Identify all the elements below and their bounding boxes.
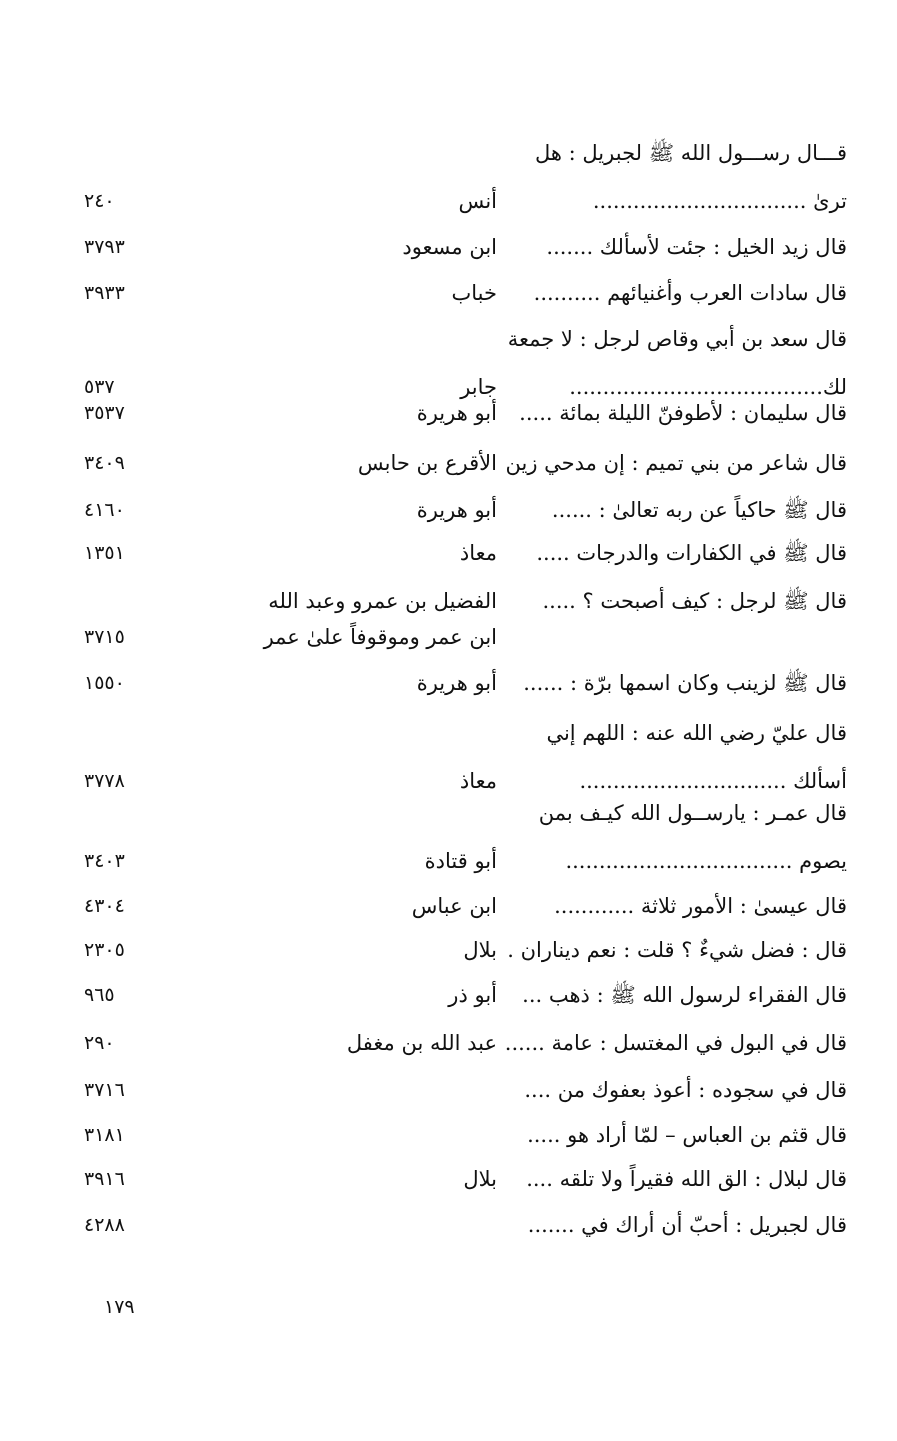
entry-narrator-line: أبو هريرة: [416, 671, 497, 695]
entry-narrator-line: بلال: [463, 938, 497, 962]
entry-text-line: قال في سجوده : أعوذ بعفوك من ....: [524, 1078, 847, 1102]
entry-narrator-line: أبو هريرة: [416, 401, 497, 425]
entry-narrator-line: الأقرع بن حابس: [357, 451, 497, 475]
entry-narrator-line: معاذ: [459, 541, 497, 565]
entry-text-line: ترىٰ ................................: [592, 189, 847, 213]
entry-text-line: قال عيسىٰ : الأمور ثلاثة ............: [554, 894, 847, 918]
entry-narrator-line: أبو هريرة: [416, 498, 497, 522]
entry-narrator: [197, 188, 497, 236]
entry-text: [504, 1030, 847, 1078]
entry-narrator-line: أبو قتادة: [424, 849, 497, 873]
entry-text-line: قال سعد بن أبي وقاص لرجل : لا جمعة: [507, 327, 847, 351]
entry-number: ٣٧٧٨: [84, 770, 125, 792]
entry-number: ٣٩٣٣: [84, 282, 125, 304]
entry-number: ٣٧١٥: [84, 626, 125, 648]
entry-narrator: [197, 937, 497, 985]
entry-text: [517, 400, 847, 448]
entry-number: ٥٣٧: [84, 376, 115, 398]
entry-narrator-line: أبو ذر: [448, 983, 497, 1007]
entry-number: ٣١٨١: [84, 1124, 125, 1146]
entry-text: [517, 1212, 847, 1260]
entry-narrator-line: ابن عباس: [411, 894, 497, 918]
entry-number: ١٣٥١: [84, 542, 125, 564]
entry-text: [505, 450, 847, 498]
entry-narrator-line: بلال: [463, 1167, 497, 1191]
entry-narrator: [197, 1166, 497, 1214]
entry-text-line: قال ﷺ حاكياً عن ربه تعالىٰ : ......: [551, 498, 847, 522]
entry-narrator-line: ابن مسعود: [402, 235, 497, 259]
entry-narrator: [197, 670, 497, 718]
entry-text: [517, 497, 847, 545]
entry-number: ٢٤٠: [84, 190, 115, 212]
entry-text: [517, 1122, 847, 1170]
entry-narrator: [197, 893, 497, 941]
entry-text-line: قال سادات العرب وأغنيائهم ..........: [533, 281, 847, 305]
entry-text: [517, 670, 847, 718]
entry-narrator-line: الفضيل بن عمرو وعبد الله: [268, 589, 497, 613]
entry-text-line: قال شاعر من بني تميم : إن مدحي زين: [505, 451, 847, 475]
entry-narrator: [197, 848, 497, 896]
entry-text-line: يصوم ..................................: [565, 849, 847, 873]
entry-narrator: [197, 768, 497, 816]
entry-number: ٢٩٠: [84, 1032, 115, 1054]
entry-narrator: [197, 400, 497, 448]
entry-text-line: أسألك ...............................: [579, 769, 847, 793]
entry-text-line: قال سليمان : لأطوفنّ الليلة بمائة .....: [519, 401, 847, 425]
entry-number: ١٥٥٠: [84, 672, 125, 694]
entry-text-line: قال : فضل شيءٌ ؟ قلت : نعم ديناران .: [507, 938, 847, 962]
entry-text-line: قال ﷺ لرجل : كيف أصبحت ؟ .....: [542, 589, 847, 613]
entry-text-line: قال زيد الخيل : جئت لأسألك .......: [546, 235, 847, 259]
entry-narrator-line: خباب: [451, 281, 497, 305]
entry-number: ٣٩١٦: [84, 1168, 125, 1190]
entry-narrator: [197, 280, 497, 328]
page-number: ١٧٩: [104, 1296, 135, 1318]
entry-narrator: [197, 1030, 497, 1078]
entry-text: [517, 588, 847, 636]
entry-narrator: [197, 450, 497, 498]
entry-narrator: [197, 588, 497, 660]
entry-number: ٩٦٥: [84, 984, 115, 1006]
entry-number: ٣٤٠٣: [84, 850, 125, 872]
entry-text-line: قال لبلال : الق الله فقيراً ولا تلقه ....: [526, 1167, 847, 1191]
entry-text: [517, 540, 847, 588]
entry-text: [517, 1166, 847, 1214]
entry-narrator-line: ابن عمر وموقوفاً علىٰ عمر: [263, 625, 497, 649]
entry-number: ٣٧١٦: [84, 1079, 125, 1101]
entry-text-line: قـــال رســـول الله ﷺ لجبريل : هل: [535, 141, 847, 165]
entry-narrator: [197, 540, 497, 588]
entry-text: [517, 982, 847, 1030]
entry-text-line: قال لجبريل : أحبّ أن أراك في .......: [527, 1213, 847, 1237]
entry-text-line: لك......................................: [569, 375, 847, 399]
entry-text: [517, 280, 847, 328]
entry-text: [517, 140, 847, 236]
entry-text: [517, 234, 847, 282]
entry-text: [507, 937, 847, 985]
entry-number: ٤١٦٠: [84, 499, 125, 521]
entry-number: ٣٧٩٣: [84, 236, 125, 258]
entry-narrator-line: جابر: [460, 375, 497, 399]
entry-narrator: [197, 234, 497, 282]
entry-text: [517, 800, 847, 896]
entry-number: ٤٢٨٨: [84, 1214, 125, 1236]
entry-narrator-line: معاذ: [459, 769, 497, 793]
entry-text: [517, 1077, 847, 1125]
entry-narrator-line: أنس: [458, 189, 497, 213]
entry-text-line: قال عمـر : يارســول الله كيـف بمن: [538, 801, 847, 825]
entry-text-line: قال عليّ رضي الله عنه : اللهم إني: [546, 721, 847, 745]
entry-narrator-line: عبد الله بن مغفل: [346, 1031, 497, 1055]
entry-text-line: قال ﷺ لزينب وكان اسمها برّة : ......: [523, 671, 847, 695]
entry-number: ٣٥٣٧: [84, 402, 125, 424]
entry-text-line: قال ﷺ في الكفارات والدرجات .....: [536, 541, 847, 565]
entry-narrator: [197, 497, 497, 545]
entry-number: ٣٤٠٩: [84, 452, 125, 474]
entry-text-line: قال الفقراء لرسول الله ﷺ : ذهب ...: [522, 983, 847, 1007]
entry-text-line: قال في البول في المغتسل : عامة ......: [504, 1031, 847, 1055]
entry-number: ٤٣٠٤: [84, 895, 125, 917]
entry-number: ٢٣٠٥: [84, 939, 125, 961]
entry-text: [517, 893, 847, 941]
entry-narrator: [197, 982, 497, 1030]
entry-text-line: قال قثم بن العباس – لمّا أراد هو .....: [527, 1123, 847, 1147]
